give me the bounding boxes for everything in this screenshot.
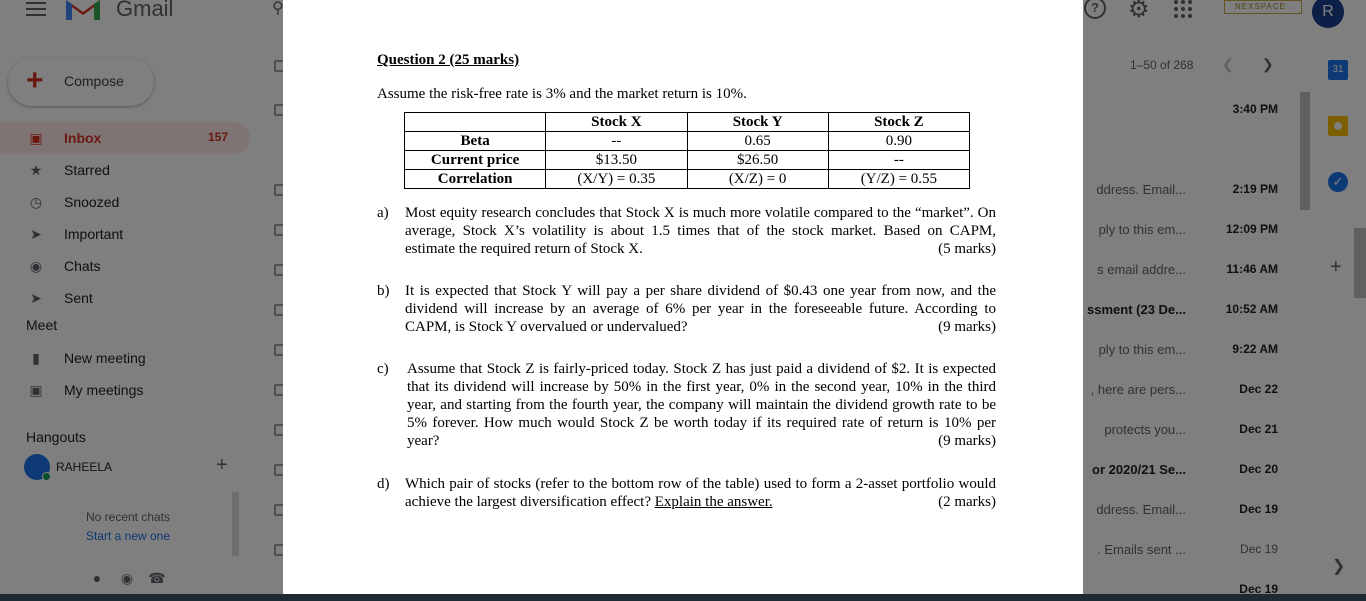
table-cell: -- [828, 151, 969, 170]
intro-text: Assume the risk-free rate is 3% and the market return is 10%. [377, 86, 747, 102]
explain-instruction: Explain the answer. [654, 494, 773, 510]
question-body: Most equity research concludes that Stock X is much more volatile compared to the “market”. On average, Stock X’s volatility is about 1.5 times that of the stock market. Based on CAPM, estimate the required return of Stock X. [405, 205, 996, 257]
table-cell: 0.65 [687, 132, 828, 151]
question-text [405, 204, 996, 258]
question-letter: d) [377, 476, 390, 492]
table-row-header: Beta [405, 132, 546, 151]
question-marks: (9 marks) [938, 319, 996, 335]
question-text [407, 360, 996, 450]
question-text [405, 475, 996, 511]
table-cell: (X/Y) = 0.35 [546, 170, 687, 189]
question-letter: b) [377, 283, 390, 299]
table-row [405, 132, 970, 151]
table-cell: -- [546, 132, 687, 151]
question-letter: a) [377, 205, 389, 221]
table-row-header: Current price [405, 151, 546, 170]
question-body: Which pair of stocks (refer to the bottom row of the table) used to form a 2-asset portfolio would achieve the largest diversification effect? [405, 476, 996, 510]
table-row [405, 170, 970, 189]
document-page [283, 0, 1083, 594]
table-row-header: Correlation [405, 170, 546, 189]
question-marks: (9 marks) [938, 433, 996, 449]
table-cell: $13.50 [546, 151, 687, 170]
question-marks: (5 marks) [938, 241, 996, 257]
table-header-row [405, 113, 970, 132]
question-body: It is expected that Stock Y will pay a per share dividend of $0.43 one year from now, and the dividend will increase by an average of 6% per year in the foreseeable future. According to CAPM, is Stock Y overvalued or undervalued? [405, 283, 996, 335]
table-header-cell: Stock X [546, 113, 687, 132]
page-title: Question 2 (25 marks) [377, 52, 520, 68]
table-row [405, 151, 970, 170]
table-cell: (Y/Z) = 0.55 [828, 170, 969, 189]
taskbar [0, 594, 1366, 601]
stock-table [404, 112, 970, 189]
question-text [405, 282, 996, 336]
question-marks: (2 marks) [938, 494, 996, 510]
table-header-cell [405, 113, 546, 132]
table-cell: $26.50 [687, 151, 828, 170]
table-header-cell: Stock Y [687, 113, 828, 132]
table-header-cell: Stock Z [828, 113, 969, 132]
question-body: Assume that Stock Z is fairly-priced today. Stock Z has just paid a dividend of $2. It is expected that its dividend will increase by 50% in the first year, 0% in the second year, 10% in the third year, and starting from the fourth year, the company will maintain the dividend growth rate to be 5% forever. How much would Stock Z be worth today if its required rate of return is 10% per year? [407, 361, 996, 449]
table-cell: (X/Z) = 0 [687, 170, 828, 189]
table-cell: 0.90 [828, 132, 969, 151]
question-letter: c) [377, 361, 389, 377]
